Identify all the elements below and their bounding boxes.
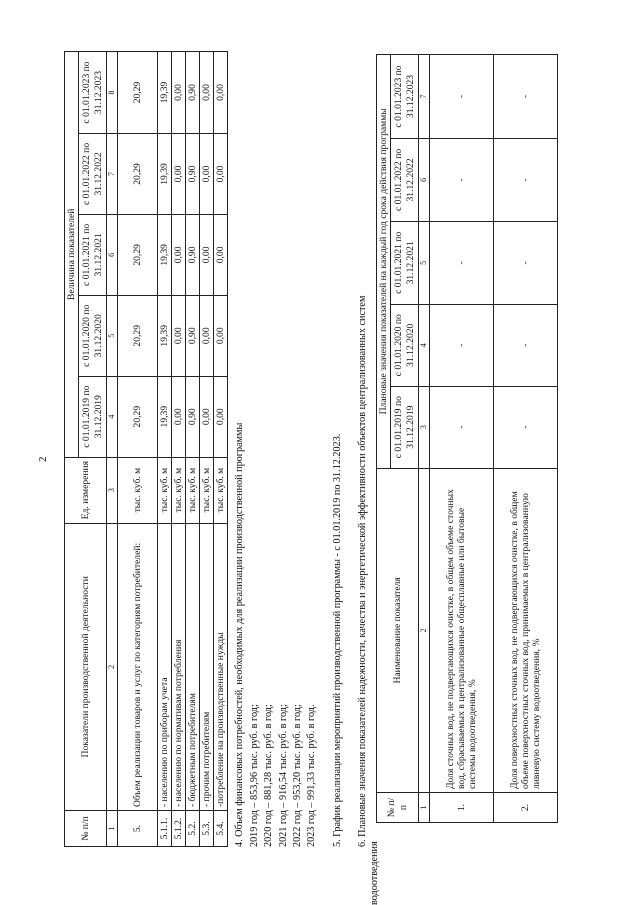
row-num: 2. <box>494 793 558 823</box>
section-6-heading-cont: водоотведения <box>369 841 380 905</box>
row-name: - бюджетным потребителям <box>186 523 200 810</box>
section-5-schedule: 5. График реализации мероприятий производственной программы - с 01.01.2019 по 31.12.2023. <box>332 433 343 847</box>
row-num: 5.2. <box>186 811 200 847</box>
row-value: 0,00 <box>172 214 186 295</box>
row-name: - населению по нормативам потребления <box>172 523 186 810</box>
row-unit: тыс. куб. м <box>186 457 200 523</box>
row-value: 19,39 <box>158 295 172 376</box>
row-value: - <box>494 304 558 386</box>
row-value: 0,00 <box>214 295 228 376</box>
finance-line-2020: 2020 год – 881,28 тыс. руб. в год; <box>263 704 274 847</box>
row-value: 20,29 <box>118 214 158 295</box>
header-period-2019: с 01.01.2019 по 31.12.2019 <box>79 376 107 457</box>
row-value: 0,00 <box>172 134 186 215</box>
row-value: 0,00 <box>200 376 214 457</box>
header-period-2020: с 01.01.2020 по 31.12.2020 <box>79 295 107 376</box>
index-cell: 3 <box>107 457 118 523</box>
row-value: 0,00 <box>200 134 214 215</box>
header-period-2021: с 01.01.2021 по 31.12.2021 <box>79 214 107 295</box>
row-value: 0,90 <box>186 214 200 295</box>
row-value: 0,00 <box>172 376 186 457</box>
header-name: Наименование показателя <box>377 468 419 792</box>
row-value: 20,29 <box>118 52 158 134</box>
finance-line-2021: 2021 год – 916,54 тыс. руб. в год; <box>278 704 289 847</box>
row-value: - <box>430 304 494 386</box>
header-num: № п/п <box>377 793 419 823</box>
column-index-row <box>419 55 430 823</box>
row-value: - <box>494 55 558 139</box>
table-row <box>172 52 186 847</box>
section-6-heading: 6. Плановые значения показателей надежности, качества и энергетической эффективности объектов централизованных систем <box>357 295 368 847</box>
row-unit: тыс. куб. м <box>118 457 158 523</box>
row-value: 0,00 <box>214 376 228 457</box>
row-value: - <box>430 138 494 221</box>
row-value: 20,29 <box>118 376 158 457</box>
row-value: 0,00 <box>200 214 214 295</box>
row-name: - населению по приборам учета <box>158 523 172 810</box>
table-row <box>430 55 494 823</box>
row-unit: тыс. куб. м <box>200 457 214 523</box>
index-cell: 3 <box>419 386 430 468</box>
finance-line-2019: 2019 год – 853,96 тыс. руб. в год; <box>249 704 260 847</box>
header-values-group: Величина показателей <box>65 52 79 458</box>
page-number: 2 <box>37 456 49 462</box>
row-unit: тыс. куб. м <box>172 457 186 523</box>
row-num: 1. <box>430 793 494 823</box>
header-period-2022: с 01.01.2022 по 31.12.2022 <box>391 138 419 221</box>
row-value: 0,90 <box>186 376 200 457</box>
header-unit: Ед. измерения <box>65 457 107 523</box>
row-value: 19,39 <box>158 214 172 295</box>
row-name: Объем реализации товаров и услуг по категориям потребителей: <box>118 523 158 810</box>
finance-heading: 4. Объем финансовых потребностей, необходимых для реализации производственной программы <box>234 422 245 847</box>
row-value: - <box>494 138 558 221</box>
table-row <box>214 52 228 847</box>
row-num: 5. <box>118 811 158 847</box>
row-value: 0,90 <box>186 295 200 376</box>
column-index-row <box>107 52 118 847</box>
table-row <box>494 55 558 823</box>
finance-line-2023: 2023 год – 991,33 тыс. руб. в год. <box>306 704 317 847</box>
row-num: 5.1.2. <box>172 811 186 847</box>
row-value: 0,00 <box>214 52 228 134</box>
index-cell: 7 <box>419 55 430 139</box>
header-period-2023: с 01.01.2023 по 31.12.2023 <box>79 52 107 134</box>
row-unit: тыс. куб. м <box>158 457 172 523</box>
row-value: - <box>430 55 494 139</box>
row-value: 0,00 <box>200 52 214 134</box>
index-cell: 5 <box>419 221 430 304</box>
index-cell: 1 <box>419 793 430 823</box>
row-value: 20,29 <box>118 134 158 215</box>
index-cell: 8 <box>107 52 118 134</box>
row-value: 20,29 <box>118 295 158 376</box>
index-cell: 7 <box>107 134 118 215</box>
row-value: 0,90 <box>186 134 200 215</box>
production-indicators-table <box>64 51 228 847</box>
header-period-2020: с 01.01.2020 по 31.12.2020 <box>391 304 419 386</box>
index-cell: 6 <box>107 214 118 295</box>
row-value: 0,00 <box>214 214 228 295</box>
table-row <box>118 52 158 847</box>
header-indicator: Показатели производственной деятельности <box>65 523 107 810</box>
header-values-group: Плановые значения показателей на каждый год срока действия программы <box>377 55 391 469</box>
index-cell: 4 <box>419 304 430 386</box>
row-name: - прочим потребителям <box>200 523 214 810</box>
row-value: - <box>494 386 558 468</box>
row-name: Доля сточных вод, не подвергающихся очистке, в общем объеме сточных вод, сбрасываемых в централизованные общесплавные или бытовые системы водоотведения, % <box>430 468 494 792</box>
row-value: 19,39 <box>158 52 172 134</box>
row-value: - <box>430 221 494 304</box>
index-cell: 2 <box>107 523 118 810</box>
header-period-2023: с 01.01.2023 по 31.12.2023 <box>391 55 419 139</box>
planned-indicators-table <box>376 54 558 823</box>
table-row <box>158 52 172 847</box>
row-value: 0,00 <box>214 134 228 215</box>
row-unit: тыс. куб. м <box>214 457 228 523</box>
row-value: 0,00 <box>172 52 186 134</box>
row-value: 19,39 <box>158 376 172 457</box>
row-value: 19,39 <box>158 134 172 215</box>
row-num: 5.1.1. <box>158 811 172 847</box>
row-name: -потребление на производственные нужды <box>214 523 228 810</box>
row-value: - <box>430 386 494 468</box>
header-period-2021: с 01.01.2021 по 31.12.2021 <box>391 221 419 304</box>
finance-line-2022: 2022 год – 953,20 тыс. руб. в год; <box>292 704 303 847</box>
index-cell: 2 <box>419 468 430 792</box>
row-value: 0,90 <box>186 52 200 134</box>
index-cell: 6 <box>419 138 430 221</box>
table-row <box>200 52 214 847</box>
header-num: № п/п <box>65 811 107 847</box>
index-cell: 4 <box>107 376 118 457</box>
index-cell: 1 <box>107 811 118 847</box>
row-value: 0,00 <box>200 295 214 376</box>
row-value: - <box>494 221 558 304</box>
row-num: 5.4. <box>214 811 228 847</box>
index-cell: 5 <box>107 295 118 376</box>
row-name: Доля поверхностных сточных вод, не подвергающихся очистке, в общем объеме поверхностных сточных вод, принимаемых в централизованную ливневую систему водоотведения, % <box>494 468 558 792</box>
header-period-2022: с 01.01.2022 по 31.12.2022 <box>79 134 107 215</box>
table-row <box>186 52 200 847</box>
row-num: 5.3. <box>200 811 214 847</box>
row-value: 0,00 <box>172 295 186 376</box>
header-period-2019: с 01.01.2019 по 31.12.2019 <box>391 386 419 468</box>
